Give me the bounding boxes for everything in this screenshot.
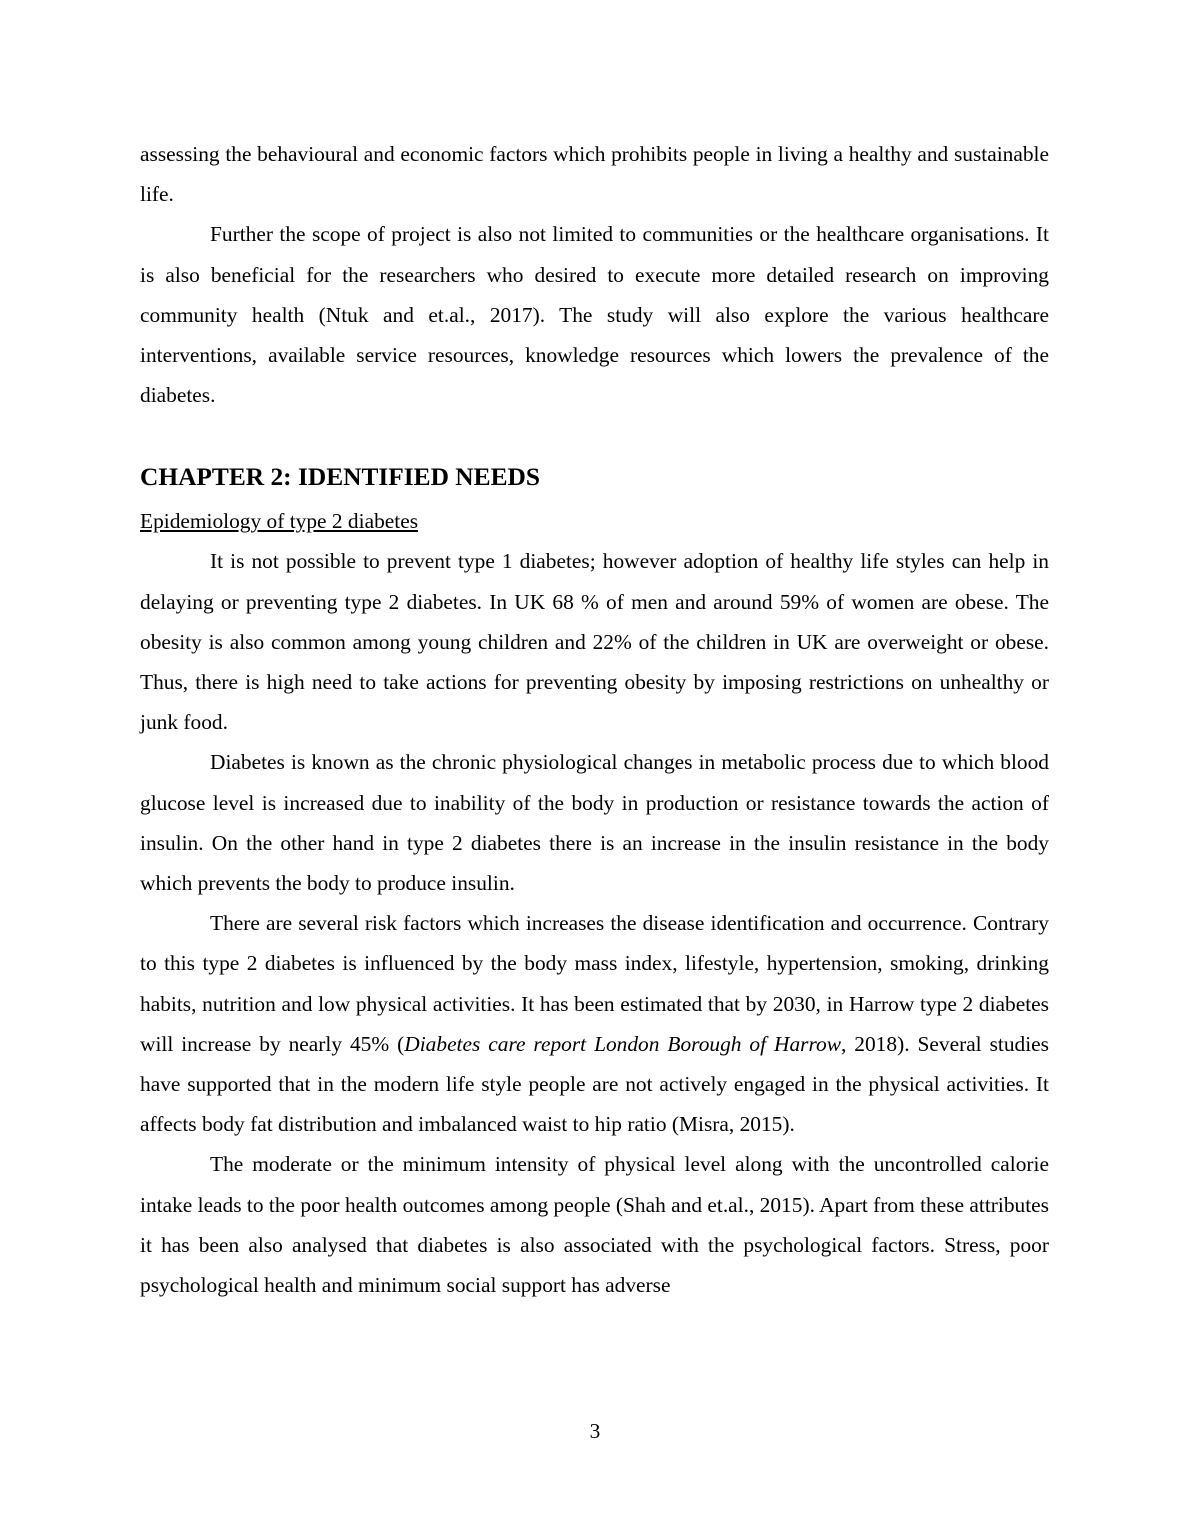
page-number: 3 (589, 1419, 601, 1443)
paragraph-project-scope: Further the scope of project is also not limited to communities or the healthcare organisations. It is also beneficial for the researchers who desired to execute more detailed research on improving community health (Ntuk and et.al., 2017). The study will also explore the various healthcare interventions, available service resources, knowledge resources which lowers the prevalence of the diabetes. (140, 222, 1049, 408)
document-page (140, 134, 1049, 1305)
citation-title: Diabetes care report London Borough of Harrow (404, 1031, 841, 1056)
paragraph-physical-activity: The moderate or the minimum intensity of physical level along with the uncontrolled calorie intake leads to the poor health outcomes among people (Shah and et.al., 2015). Apart from these attributes it has been also analysed that diabetes is also associated with the psychological factors. Stress, poor psychological health and minimum social support has adverse (140, 1152, 1049, 1298)
chapter-heading: CHAPTER 2: IDENTIFIED NEEDS (140, 463, 540, 492)
paragraph-definition: Diabetes is known as the chronic physiological changes in metabolic process due to which blood glucose level is increased due to inability of the body in production or resistance towards the action of insulin. On the other hand in type 2 diabetes there is an increase in the insulin resistance in the body which prevents the body to produce insulin. (140, 750, 1049, 896)
risk-factors-text: There are several risk factors which increases the disease identification and occurrence. Contrary to this type 2 diabetes is influenced by the body mass index, lifestyle, hypertension, smoking, drinking habits, nutrition and low physical activities. It has been estimated that by 2030, in Harrow type 2 diabetes will increase by nearly 45% ( (140, 911, 1049, 1056)
paragraph-risk-factors (140, 903, 1049, 1144)
paragraph-prevention: It is not possible to prevent type 1 diabetes; however adoption of healthy life styles can help in delaying or preventing type 2 diabetes. In UK 68 % of men and around 59% of women are obese. The obesity is also common among young children and 22% of the children in UK are overweight or obese. Thus, there is high need to take actions for preventing obesity by imposing restrictions on unhealthy or junk food. (140, 549, 1049, 735)
section-subheading-text: Epidemiology of type 2 diabetes (140, 509, 419, 534)
section-subheading (140, 501, 1049, 541)
paragraph-continuation: assessing the behavioural and economic factors which prohibits people in living a healthy and sustainable life. (140, 142, 1049, 207)
risk-factors-text-continued: , 2018). Several studies have supported that in the modern life style people are not actively engaged in the physical activities. It affects body fat distribution and imbalanced waist to hip ratio (Misra, 2015). (140, 1031, 1050, 1137)
